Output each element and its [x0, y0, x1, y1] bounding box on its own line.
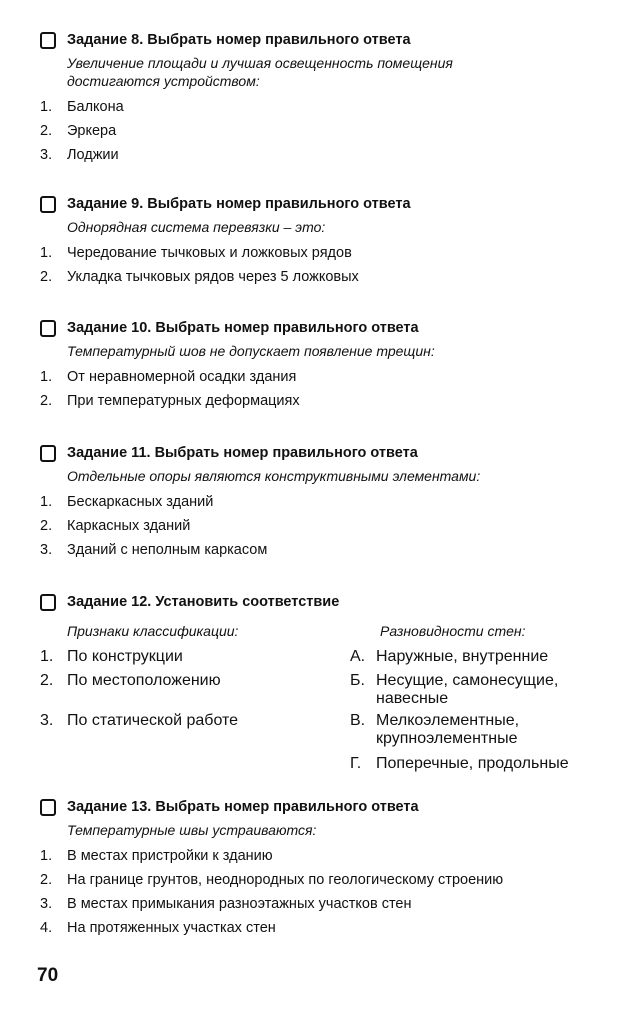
task-title: Задание 11. Выбрать номер правильного ответа [67, 445, 418, 461]
item-number: 2. [40, 672, 54, 689]
task-question: Увеличение площади и лучшая освещенность помещения достигаются устройством: [67, 55, 453, 89]
option-text: На протяженных участках стен [67, 920, 276, 936]
option-text: Зданий с неполным каркасом [67, 542, 268, 558]
option-number: 1. [40, 369, 53, 385]
answer-option[interactable] [40, 390, 600, 414]
item-text: Поперечные, продольные [376, 755, 569, 772]
task-13 [40, 797, 600, 941]
answer-option[interactable] [40, 515, 600, 539]
task-title: Задание 12. Установить соответствие [67, 594, 340, 610]
task-11 [40, 443, 600, 563]
answer-option[interactable] [40, 120, 600, 144]
task-title: Задание 10. Выбрать номер правильного ответа [67, 320, 419, 336]
option-text: Лоджии [67, 147, 119, 163]
task-question: Температурные швы устраиваются: [67, 822, 317, 838]
option-number: 1. [40, 848, 53, 864]
checkbox-icon[interactable] [40, 196, 56, 213]
option-number: 2. [40, 123, 53, 139]
option-number: 2. [40, 872, 53, 888]
option-number: 3. [40, 896, 53, 912]
page-number: 70 [37, 965, 59, 986]
option-number: 2. [40, 269, 53, 285]
item-letter: Б. [350, 672, 365, 689]
answer-option[interactable] [40, 242, 600, 266]
item-number: 3. [40, 712, 54, 729]
item-letter: Г. [350, 755, 362, 772]
answer-option[interactable] [40, 491, 600, 515]
checkbox-icon[interactable] [40, 32, 56, 49]
task-9 [40, 194, 600, 290]
answer-option[interactable] [40, 539, 600, 563]
option-text: При температурных деформациях [67, 393, 300, 409]
option-number: 2. [40, 393, 53, 409]
item-text: По конструкции [67, 648, 183, 665]
item-text: По статической работе [67, 712, 239, 729]
option-text: В местах примыкания разноэтажных участков стен [67, 896, 412, 912]
checkbox-icon[interactable] [40, 799, 56, 816]
option-number: 1. [40, 99, 53, 115]
option-number: 2. [40, 518, 53, 534]
option-text: Бескаркасных зданий [67, 494, 214, 510]
answer-option[interactable] [40, 917, 600, 941]
task-8 [40, 30, 600, 168]
checkbox-icon[interactable] [40, 445, 56, 462]
answer-option[interactable] [40, 869, 600, 893]
option-text: На границе грунтов, неоднородных по геологическому строению [67, 872, 504, 888]
option-text: От неравномерной осадки здания [67, 369, 297, 385]
option-number: 3. [40, 147, 53, 163]
task-question: Отдельные опоры являются конструктивными элементами: [67, 468, 481, 484]
checkbox-icon[interactable] [40, 320, 56, 337]
answer-option[interactable] [40, 366, 600, 390]
option-number: 1. [40, 245, 53, 261]
task-12 [40, 592, 600, 782]
option-text: Укладка тычковых рядов через 5 ложковых [67, 269, 359, 285]
answer-option[interactable] [40, 96, 600, 120]
item-letter: А. [350, 648, 366, 665]
left-column-header: Признаки классификации: [67, 623, 239, 639]
task-10 [40, 318, 600, 414]
task-question: Температурный шов не допускает появление трещин: [67, 343, 435, 359]
item-text: Наружные, внутренние [376, 648, 549, 665]
answer-option[interactable] [40, 266, 600, 290]
option-text: Эркера [67, 123, 117, 139]
item-number: 1. [40, 648, 54, 665]
option-text: В местах пристройки к зданию [67, 848, 273, 864]
answer-option[interactable] [40, 845, 600, 869]
option-number: 4. [40, 920, 53, 936]
task-title: Задание 13. Выбрать номер правильного ответа [67, 799, 419, 815]
right-column-header: Разновидности стен: [380, 623, 526, 639]
option-text: Каркасных зданий [67, 518, 191, 534]
item-text: Несущие, самонесущие, навесные [376, 672, 559, 707]
checkbox-icon[interactable] [40, 594, 56, 611]
answer-option[interactable] [40, 144, 600, 168]
option-text: Балкона [67, 99, 124, 115]
option-number: 1. [40, 494, 53, 510]
option-text: Чередование тычковых и ложковых рядов [67, 245, 352, 261]
item-text: Мелкоэлементные, крупноэлементные [376, 712, 520, 747]
task-question: Однорядная система перевязки – это: [67, 219, 326, 235]
task-title: Задание 8. Выбрать номер правильного ответа [67, 32, 411, 48]
answer-option[interactable] [40, 893, 600, 917]
option-number: 3. [40, 542, 53, 558]
task-title: Задание 9. Выбрать номер правильного ответа [67, 196, 411, 212]
item-letter: В. [350, 712, 366, 729]
item-text: По местоположению [67, 672, 221, 689]
